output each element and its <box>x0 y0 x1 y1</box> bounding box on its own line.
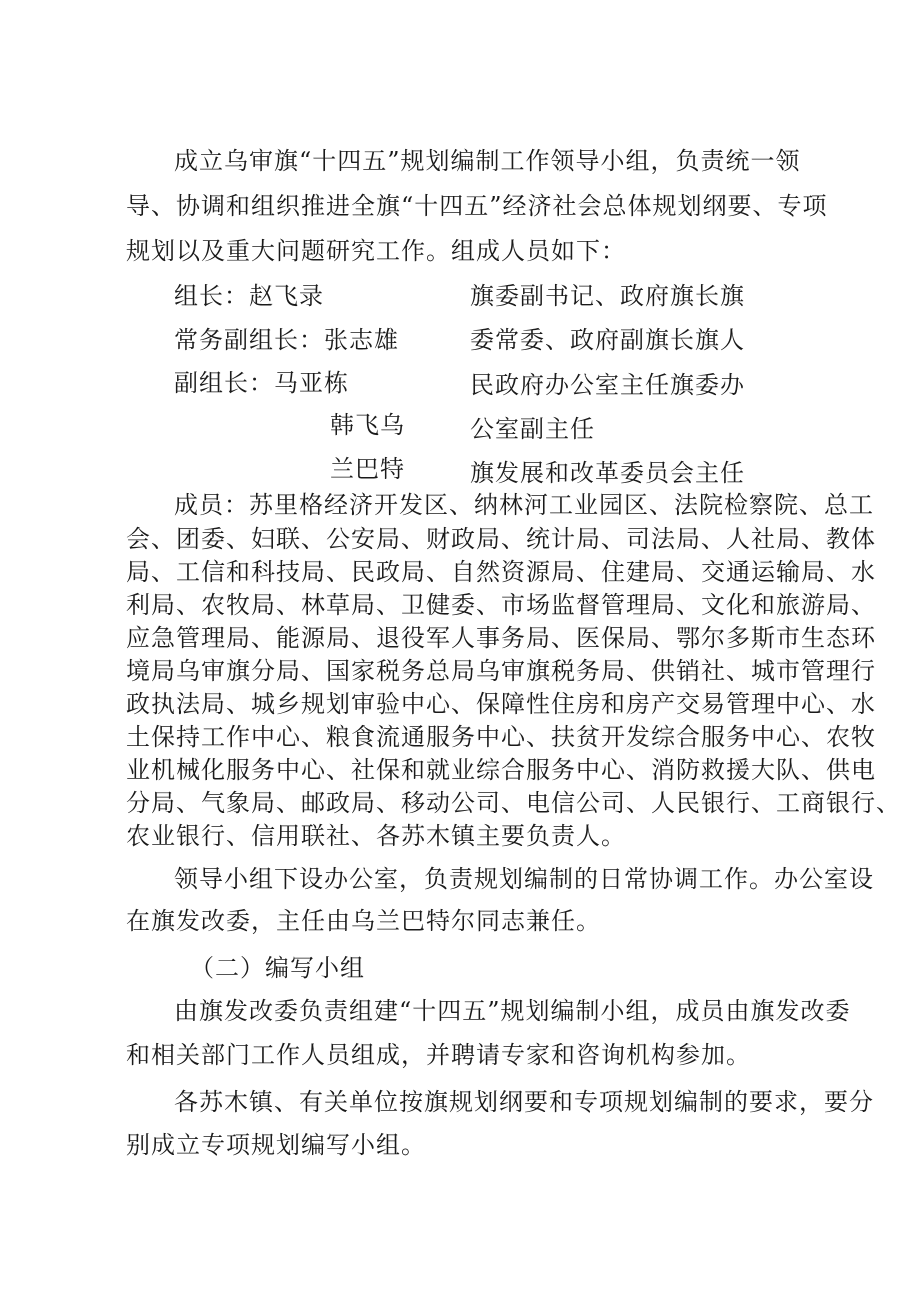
members-line: 政执法局、城乡规划审验中心、保障性住房和房产交易管理中心、水 <box>126 690 876 718</box>
office-line: 在旗发改委，主任由乌兰巴特尔同志兼任。 <box>126 907 601 935</box>
member-title: 委常委、政府副旗长旗人 <box>470 326 745 354</box>
member-title: 旗委副书记、政府旗长旗 <box>470 282 745 310</box>
paragraph-line: 规划以及重大问题研究工作。组成人员如下： <box>126 237 626 265</box>
members-line: 利局、农牧局、林草局、卫健委、市场监督管理局、文化和旅游局、 <box>126 591 876 619</box>
members-line: 会、团委、妇联、公安局、财政局、统计局、司法局、人社局、教体 <box>126 525 876 553</box>
executive-deputy-label: 常务副组长：张志雄 <box>174 326 399 354</box>
section-heading: （二）编写小组 <box>190 954 365 982</box>
members-line: 分局、气象局、邮政局、移动公司、电信公司、人民银行、工商银行、 <box>126 789 901 817</box>
members-line: 业机械化服务中心、社保和就业综合服务中心、消防救援大队、供电 <box>126 756 876 784</box>
closing-line: 各苏木镇、有关单位按旗规划纲要和专项规划编制的要求，要分 <box>174 1088 874 1116</box>
deputy-name: 韩飞乌 <box>330 411 405 439</box>
deputy-label: 副组长：马亚栋 <box>174 369 349 397</box>
members-line: 应急管理局、能源局、退役军人事务局、医保局、鄂尔多斯市生态环 <box>126 624 876 652</box>
office-line: 领导小组下设办公室，负责规划编制的日常协调工作。办公室设 <box>174 865 874 893</box>
member-title: 民政府办公室主任旗委办 <box>470 371 745 399</box>
leader-label: 组长：赵飞录 <box>174 282 324 310</box>
writing-line: 由旗发改委负责组建“十四五”规划编制小组，成员由旗发改委 <box>174 997 851 1025</box>
closing-line: 别成立专项规划编写小组。 <box>126 1131 426 1159</box>
member-title: 公室副主任 <box>470 415 595 443</box>
paragraph-line: 成立乌审旗“十四五”规划编制工作领导小组，负责统一领 <box>174 147 801 175</box>
members-line: 农业银行、信用联社、各苏木镇主要负责人。 <box>126 822 626 850</box>
deputy-name: 兰巴特 <box>330 455 405 483</box>
members-line: 局、工信和科技局、民政局、自然资源局、住建局、交通运输局、水 <box>126 558 876 586</box>
member-title: 旗发展和改革委员会主任 <box>470 459 745 487</box>
members-line: 成员：苏里格经济开发区、纳林河工业园区、法院检察院、总工 <box>174 491 874 519</box>
members-line: 土保持工作中心、粮食流通服务中心、扶贫开发综合服务中心、农牧 <box>126 723 876 751</box>
members-line: 境局乌审旗分局、国家税务总局乌审旗税务局、供销社、城市管理行 <box>126 657 876 685</box>
paragraph-line: 导、协调和组织推进全旗“十四五”经济社会总体规划纲要、专项 <box>126 192 828 220</box>
writing-line: 和相关部门工作人员组成，并聘请专家和咨询机构参加。 <box>126 1041 751 1069</box>
